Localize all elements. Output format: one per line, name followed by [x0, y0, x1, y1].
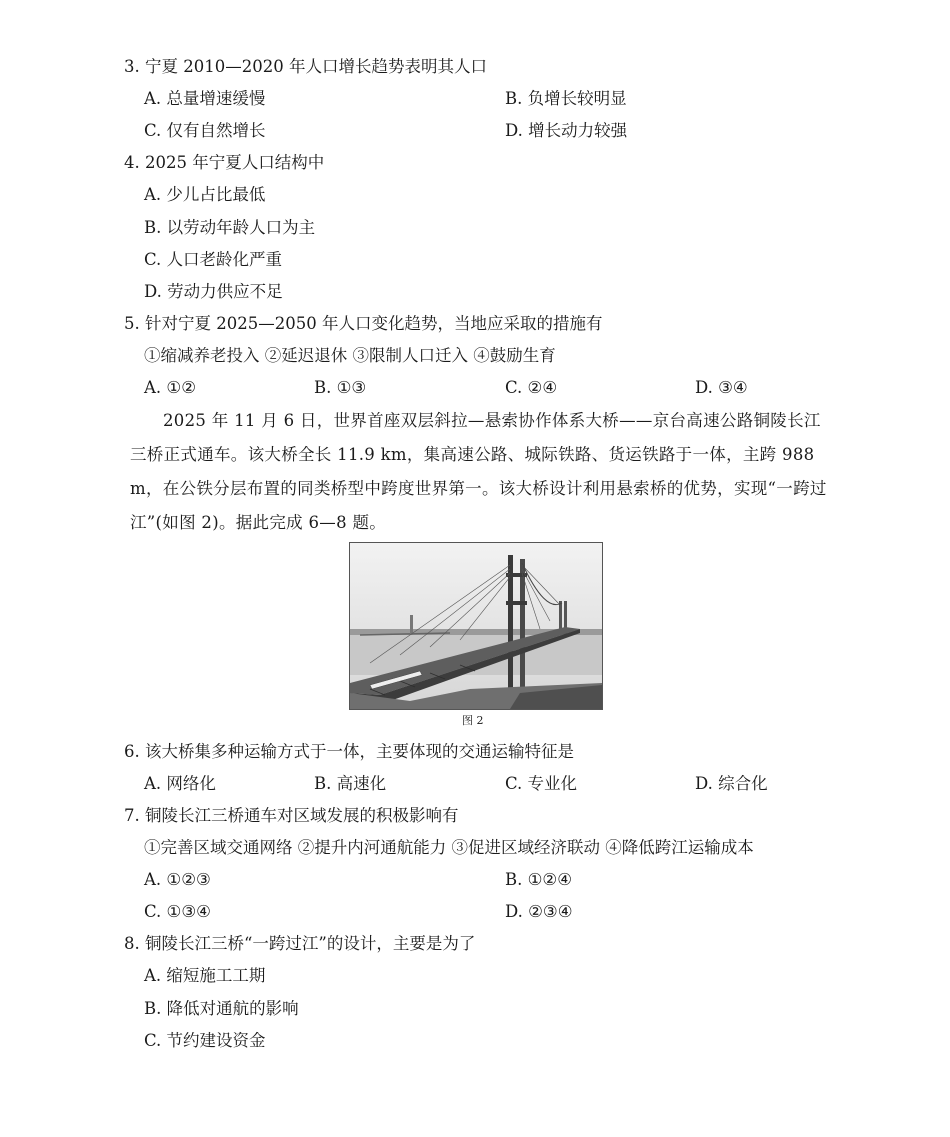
question-3-option-b: B. 负增长较明显 — [505, 89, 627, 108]
question-5-option-d: D. ③④ — [695, 378, 748, 397]
question-6-stem: 6. 该大桥集多种运输方式于一体，主要体现的交通运输特征是 — [124, 742, 574, 761]
question-7-items: ①完善区域交通网络 ②提升内河通航能力 ③促进区域经济联动 ④降低跨江运输成本 — [144, 838, 754, 857]
question-4-stem: 4. 2025 年宁夏人口结构中 — [124, 153, 325, 172]
question-4-option-a: A. 少儿占比最低 — [144, 185, 266, 204]
figure-caption: 图 2 — [462, 714, 484, 727]
question-6-option-b: B. 高速化 — [314, 774, 387, 793]
question-5-stem: 5. 针对宁夏 2025—2050 年人口变化趋势，当地应采取的措施有 — [124, 314, 603, 333]
question-7-option-a: A. ①②③ — [144, 870, 211, 889]
reading-passage: 2025 年 11 月 6 日，世界首座双层斜拉—悬索协作体系大桥——京台高速公路铜陵长江三桥正式通车。该大桥全长 11.9 km，集高速公路、城际铁路、货运铁路于一体，主跨 988 m，在公铁分层布置的同类桥型中跨度世界第一。该大桥设计利用悬索桥的优势，实现“一跨过江”(如图 2)。据此完成 6—8 题。 — [130, 411, 827, 532]
question-7-option-b: B. ①②④ — [505, 870, 572, 889]
question-7-option-c: C. ①③④ — [144, 902, 211, 921]
question-5-option-b: B. ①③ — [314, 378, 367, 397]
question-3-stem: 3. 宁夏 2010—2020 年人口增长趋势表明其人口 — [124, 57, 487, 76]
question-8-option-c: C. 节约建设资金 — [144, 1031, 266, 1050]
question-8-stem: 8. 铜陵长江三桥“一跨过江”的设计，主要是为了 — [124, 934, 476, 953]
question-7-option-d: D. ②③④ — [505, 902, 573, 921]
question-3-option-d: D. 增长动力较强 — [505, 121, 628, 140]
question-4-option-b: B. 以劳动年龄人口为主 — [144, 218, 316, 237]
question-6-option-d: D. 综合化 — [695, 774, 768, 793]
question-3-option-c: C. 仅有自然增长 — [144, 121, 266, 140]
question-3-option-a: A. 总量增速缓慢 — [144, 89, 266, 108]
question-4-option-d: D. 劳动力供应不足 — [144, 282, 283, 301]
question-4-option-c: C. 人口老龄化严重 — [144, 250, 283, 269]
question-5-option-a: A. ①② — [144, 378, 196, 397]
question-6-option-c: C. 专业化 — [505, 774, 578, 793]
question-6-option-a: A. 网络化 — [144, 774, 216, 793]
question-8-option-b: B. 降低对通航的影响 — [144, 999, 299, 1018]
question-5-option-c: C. ②④ — [505, 378, 558, 397]
question-5-items: ①缩减养老投入 ②延迟退休 ③限制人口迁入 ④鼓励生育 — [144, 346, 556, 365]
bridge-photo — [349, 542, 603, 710]
question-7-stem: 7. 铜陵长江三桥通车对区域发展的积极影响有 — [124, 806, 459, 825]
question-8-option-a: A. 缩短施工工期 — [144, 966, 266, 985]
